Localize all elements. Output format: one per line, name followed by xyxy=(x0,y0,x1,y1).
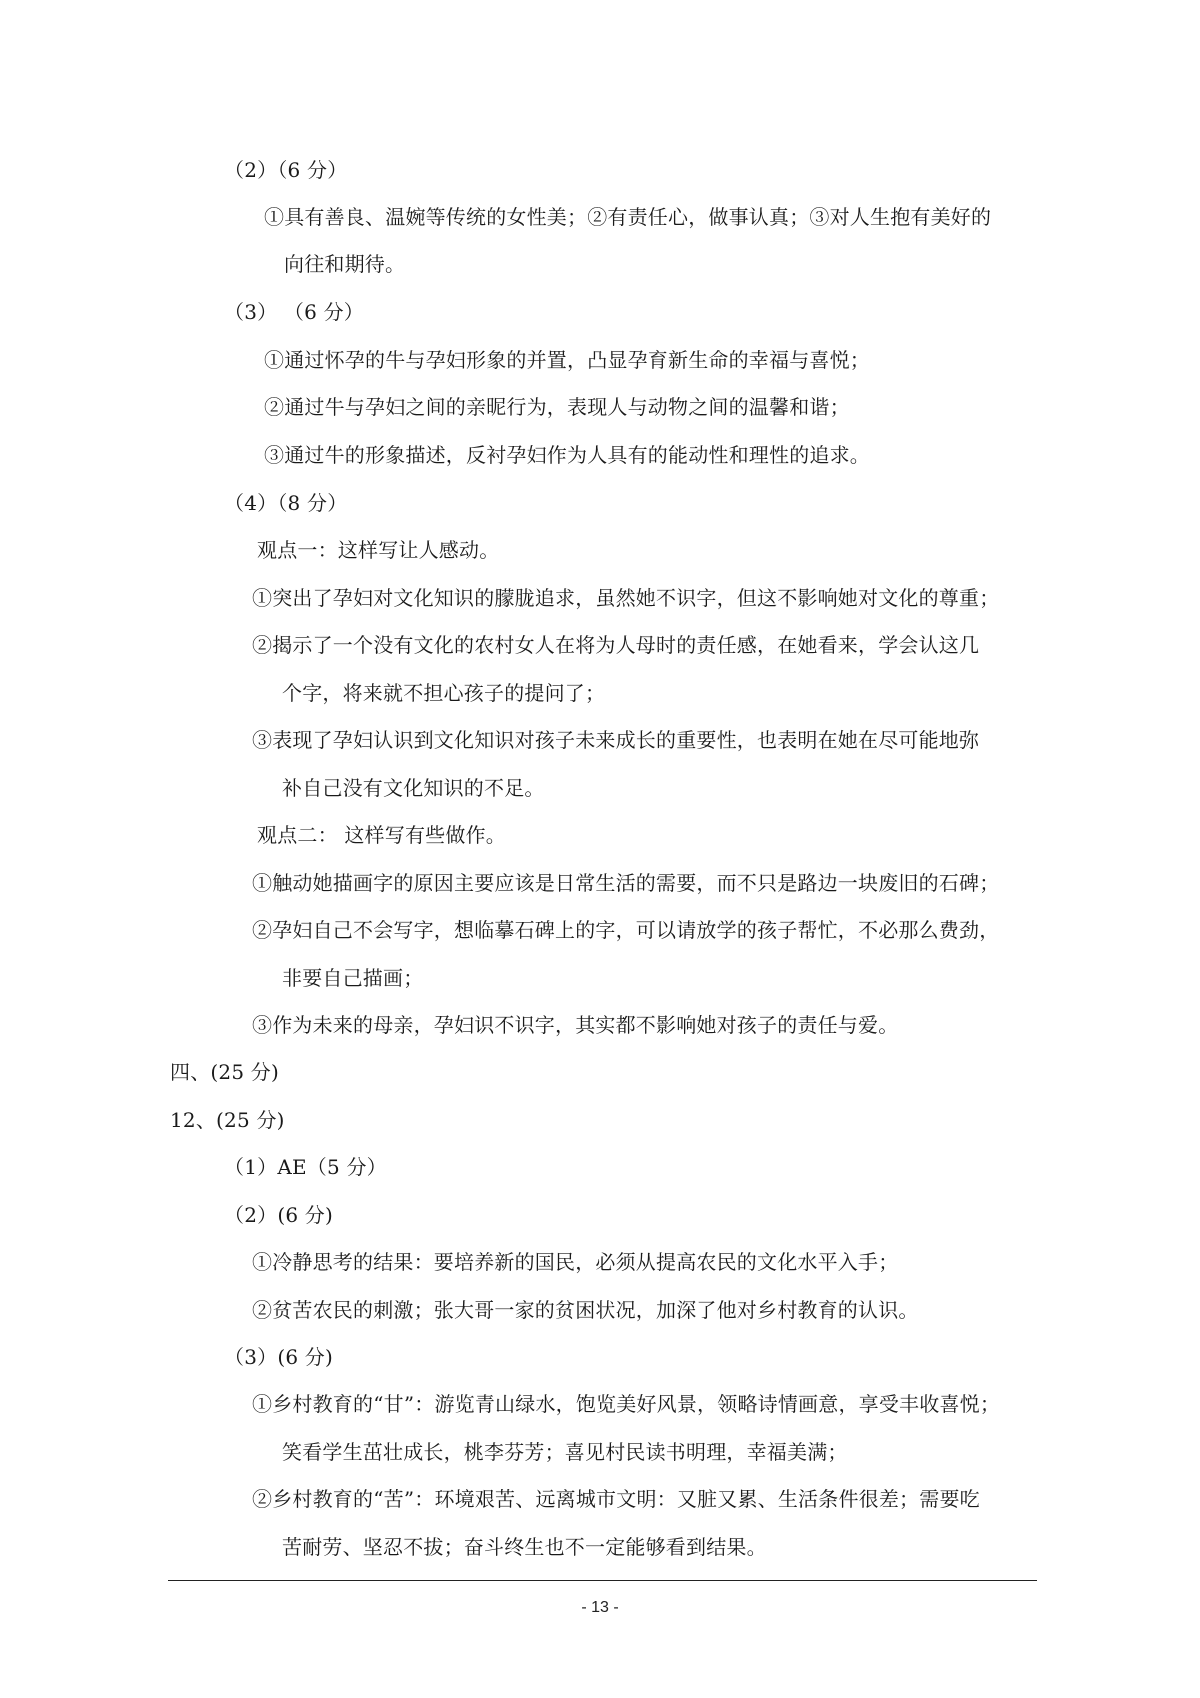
page-number: - 13 - xyxy=(581,1599,619,1616)
viewpoint-1-title: 观点一：这样写让人感动。 xyxy=(257,538,500,562)
question-12-2-heading: （2）(6 分) xyxy=(224,1203,334,1227)
question-12-2-point-1: ①冷静思考的结果：要培养新的国民，必须从提高农民的文化水平入手； xyxy=(252,1250,899,1274)
question-12-heading: 12、(25 分) xyxy=(170,1108,285,1132)
viewpoint-2-point-2-line-1: ②孕妇自己不会写字，想临摹石碑上的字，可以请放学的孩子帮忙，不必那么费劲， xyxy=(252,918,1000,942)
question-12-1: （1）AE（5 分） xyxy=(224,1155,387,1179)
viewpoint-2-point-1: ①触动她描画字的原因主要应该是日常生活的需要，而不只是路边一块废旧的石碑； xyxy=(252,871,1000,895)
viewpoint-2-title: 观点二： 这样写有些做作。 xyxy=(257,823,506,847)
section-4-heading: 四、(25 分) xyxy=(170,1060,280,1084)
viewpoint-2-point-2-line-2: 非要自己描画； xyxy=(282,966,424,990)
answer-3-point-1: ①通过怀孕的牛与孕妇形象的并置，凸显孕育新生命的幸福与喜悦； xyxy=(264,348,870,372)
viewpoint-1-point-2-line-1: ②揭示了一个没有文化的农村女人在将为人母时的责任感，在她看来，学会认这几 xyxy=(252,633,980,657)
answer-3-point-3: ③通过牛的形象描述，反衬孕妇作为人具有的能动性和理性的追求。 xyxy=(264,443,870,467)
question-12-3-point-2-line-1: ②乡村教育的“苦”：环境艰苦、远离城市文明：又脏又累、生活条件很差；需要吃 xyxy=(252,1487,980,1511)
viewpoint-2-point-3: ③作为未来的母亲，孕妇识不识字，其实都不影响她对孩子的责任与爱。 xyxy=(252,1013,899,1037)
answer-3-point-2: ②通过牛与孕妇之间的亲昵行为，表现人与动物之间的温馨和谐； xyxy=(264,395,850,419)
viewpoint-1-point-3-line-2: 补自己没有文化知识的不足。 xyxy=(282,776,545,800)
question-12-3-point-1-line-1: ①乡村教育的“甘”：游览青山绿水，饱览美好风景，领略诗情画意，享受丰收喜悦； xyxy=(252,1392,1001,1416)
question-2-heading: （2）（6 分） xyxy=(224,158,348,182)
viewpoint-1-point-3-line-1: ③表现了孕妇认识到文化知识对孩子未来成长的重要性，也表明在她在尽可能地弥 xyxy=(252,728,980,752)
question-3-heading: （3） （6 分） xyxy=(224,300,364,324)
question-12-3-heading: （3）(6 分) xyxy=(224,1345,334,1369)
question-12-2-point-2: ②贫苦农民的刺激；张大哥一家的贫困状况，加深了他对乡村教育的认识。 xyxy=(252,1298,919,1322)
footer-divider xyxy=(168,1580,1037,1581)
answer-2-line-1: ①具有善良、温婉等传统的女性美；②有责任心，做事认真；③对人生抱有美好的 xyxy=(264,205,992,229)
question-12-3-point-2-line-2: 苦耐劳、坚忍不拔；奋斗终生也不一定能够看到结果。 xyxy=(282,1535,767,1559)
question-4-heading: （4）（8 分） xyxy=(224,491,348,515)
answer-2-line-2: 向往和期待。 xyxy=(284,252,406,276)
viewpoint-1-point-2-line-2: 个字，将来就不担心孩子的提问了； xyxy=(282,681,606,705)
viewpoint-1-point-1: ①突出了孕妇对文化知识的朦胧追求，虽然她不识字，但这不影响她对文化的尊重； xyxy=(252,586,1000,610)
question-12-3-point-1-line-2: 笑看学生茁壮成长，桃李芬芳；喜见村民读书明理，幸福美满； xyxy=(282,1440,848,1464)
